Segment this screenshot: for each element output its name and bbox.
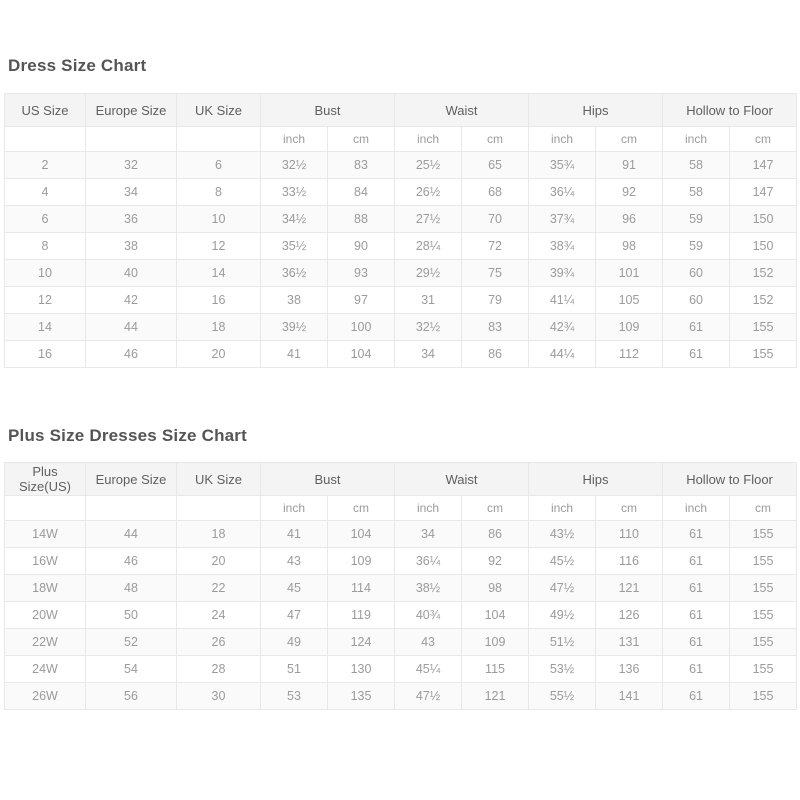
size-value-cell: 150 xyxy=(730,233,797,260)
size-value-cell: 34½ xyxy=(261,206,328,233)
size-value-cell: 10 xyxy=(177,206,261,233)
size-column-header: UK Size xyxy=(177,463,261,496)
size-value-cell: 61 xyxy=(663,548,730,575)
size-value-cell: 25½ xyxy=(395,152,462,179)
unit-inch-header: inch xyxy=(663,127,730,152)
size-value-cell: 44 xyxy=(86,314,177,341)
size-value-cell: 114 xyxy=(328,575,395,602)
size-value-cell: 61 xyxy=(663,656,730,683)
size-value-cell: 40¾ xyxy=(395,602,462,629)
size-value-cell: 14W xyxy=(5,521,86,548)
size-value-cell: 47 xyxy=(261,602,328,629)
size-value-cell: 34 xyxy=(395,341,462,368)
unit-header-row xyxy=(5,496,797,521)
size-value-cell: 93 xyxy=(328,260,395,287)
dress-size-chart-section xyxy=(0,0,800,368)
size-value-cell: 98 xyxy=(462,575,529,602)
table-row xyxy=(5,521,797,548)
unit-header-row xyxy=(5,127,797,152)
measurement-column-header: Bust xyxy=(261,463,395,496)
table-row xyxy=(5,683,797,710)
unit-cm-header: cm xyxy=(328,127,395,152)
size-value-cell: 60 xyxy=(663,287,730,314)
table-row xyxy=(5,602,797,629)
size-value-cell: 104 xyxy=(462,602,529,629)
size-value-cell: 32½ xyxy=(261,152,328,179)
size-value-cell: 20W xyxy=(5,602,86,629)
size-value-cell: 37¾ xyxy=(529,206,596,233)
size-column-header: Europe Size xyxy=(86,463,177,496)
size-value-cell: 155 xyxy=(730,629,797,656)
size-value-cell: 72 xyxy=(462,233,529,260)
size-value-cell: 38¾ xyxy=(529,233,596,260)
size-value-cell: 155 xyxy=(730,683,797,710)
size-value-cell: 49½ xyxy=(529,602,596,629)
size-value-cell: 155 xyxy=(730,341,797,368)
size-value-cell: 36½ xyxy=(261,260,328,287)
size-value-cell: 155 xyxy=(730,314,797,341)
size-value-cell: 43 xyxy=(261,548,328,575)
size-value-cell: 59 xyxy=(663,233,730,260)
size-value-cell: 35¾ xyxy=(529,152,596,179)
size-value-cell: 29½ xyxy=(395,260,462,287)
size-column-header: UK Size xyxy=(177,94,261,127)
size-value-cell: 152 xyxy=(730,260,797,287)
size-value-cell: 28¼ xyxy=(395,233,462,260)
size-value-cell: 92 xyxy=(596,179,663,206)
size-value-cell: 34 xyxy=(86,179,177,206)
table-row xyxy=(5,233,797,260)
table-row xyxy=(5,314,797,341)
size-value-cell: 39½ xyxy=(261,314,328,341)
plus-size-chart-section xyxy=(0,368,800,710)
size-value-cell: 59 xyxy=(663,206,730,233)
empty-header-cell xyxy=(177,127,261,152)
size-value-cell: 48 xyxy=(86,575,177,602)
size-value-cell: 101 xyxy=(596,260,663,287)
size-value-cell: 104 xyxy=(328,341,395,368)
size-value-cell: 54 xyxy=(86,656,177,683)
dress-size-table xyxy=(4,93,797,368)
size-value-cell: 39¾ xyxy=(529,260,596,287)
size-value-cell: 83 xyxy=(462,314,529,341)
size-value-cell: 49 xyxy=(261,629,328,656)
size-value-cell: 42 xyxy=(86,287,177,314)
size-value-cell: 155 xyxy=(730,602,797,629)
size-value-cell: 22W xyxy=(5,629,86,656)
size-value-cell: 65 xyxy=(462,152,529,179)
size-value-cell: 46 xyxy=(86,341,177,368)
size-value-cell: 43½ xyxy=(529,521,596,548)
size-value-cell: 26W xyxy=(5,683,86,710)
size-value-cell: 40 xyxy=(86,260,177,287)
size-value-cell: 119 xyxy=(328,602,395,629)
size-value-cell: 131 xyxy=(596,629,663,656)
size-value-cell: 50 xyxy=(86,602,177,629)
size-value-cell: 109 xyxy=(462,629,529,656)
size-value-cell: 150 xyxy=(730,206,797,233)
measurement-column-header: Hollow to Floor xyxy=(663,463,797,496)
size-value-cell: 61 xyxy=(663,521,730,548)
size-value-cell: 53½ xyxy=(529,656,596,683)
size-value-cell: 43 xyxy=(395,629,462,656)
measurement-column-header: Bust xyxy=(261,94,395,127)
unit-inch-header: inch xyxy=(529,127,596,152)
size-value-cell: 36¼ xyxy=(395,548,462,575)
unit-inch-header: inch xyxy=(529,496,596,521)
size-value-cell: 79 xyxy=(462,287,529,314)
size-value-cell: 32 xyxy=(86,152,177,179)
size-value-cell: 70 xyxy=(462,206,529,233)
size-value-cell: 26 xyxy=(177,629,261,656)
size-value-cell: 155 xyxy=(730,521,797,548)
size-value-cell: 20 xyxy=(177,548,261,575)
size-value-cell: 34 xyxy=(395,521,462,548)
table-row xyxy=(5,287,797,314)
size-value-cell: 32½ xyxy=(395,314,462,341)
size-value-cell: 22 xyxy=(177,575,261,602)
size-value-cell: 110 xyxy=(596,521,663,548)
size-value-cell: 20 xyxy=(177,341,261,368)
size-value-cell: 16 xyxy=(5,341,86,368)
size-value-cell: 56 xyxy=(86,683,177,710)
size-value-cell: 41 xyxy=(261,521,328,548)
size-value-cell: 41 xyxy=(261,341,328,368)
size-value-cell: 98 xyxy=(596,233,663,260)
size-value-cell: 12 xyxy=(5,287,86,314)
size-value-cell: 84 xyxy=(328,179,395,206)
size-column-header: US Size xyxy=(5,94,86,127)
table-header-row xyxy=(5,94,797,127)
table-row xyxy=(5,629,797,656)
size-value-cell: 55½ xyxy=(529,683,596,710)
size-value-cell: 96 xyxy=(596,206,663,233)
measurement-column-header: Hollow to Floor xyxy=(663,94,797,127)
size-value-cell: 130 xyxy=(328,656,395,683)
size-value-cell: 14 xyxy=(177,260,261,287)
size-value-cell: 47½ xyxy=(395,683,462,710)
size-value-cell: 6 xyxy=(177,152,261,179)
size-value-cell: 61 xyxy=(663,575,730,602)
unit-cm-header: cm xyxy=(596,496,663,521)
size-value-cell: 51½ xyxy=(529,629,596,656)
size-value-cell: 116 xyxy=(596,548,663,575)
empty-header-cell xyxy=(86,127,177,152)
size-value-cell: 45 xyxy=(261,575,328,602)
size-value-cell: 38 xyxy=(261,287,328,314)
size-value-cell: 47½ xyxy=(529,575,596,602)
size-value-cell: 61 xyxy=(663,629,730,656)
size-value-cell: 104 xyxy=(328,521,395,548)
size-value-cell: 14 xyxy=(5,314,86,341)
table-row xyxy=(5,179,797,206)
size-value-cell: 44 xyxy=(86,521,177,548)
size-value-cell: 28 xyxy=(177,656,261,683)
table-header-row xyxy=(5,463,797,496)
size-value-cell: 18 xyxy=(177,314,261,341)
size-value-cell: 41¼ xyxy=(529,287,596,314)
size-value-cell: 147 xyxy=(730,152,797,179)
size-value-cell: 141 xyxy=(596,683,663,710)
size-value-cell: 46 xyxy=(86,548,177,575)
size-value-cell: 31 xyxy=(395,287,462,314)
size-value-cell: 4 xyxy=(5,179,86,206)
unit-cm-header: cm xyxy=(596,127,663,152)
table-row xyxy=(5,206,797,233)
size-value-cell: 51 xyxy=(261,656,328,683)
unit-cm-header: cm xyxy=(462,127,529,152)
size-value-cell: 35½ xyxy=(261,233,328,260)
size-value-cell: 86 xyxy=(462,521,529,548)
unit-cm-header: cm xyxy=(730,496,797,521)
size-value-cell: 8 xyxy=(177,179,261,206)
size-value-cell: 97 xyxy=(328,287,395,314)
size-value-cell: 26½ xyxy=(395,179,462,206)
size-value-cell: 100 xyxy=(328,314,395,341)
size-value-cell: 58 xyxy=(663,152,730,179)
table-row xyxy=(5,548,797,575)
size-value-cell: 38½ xyxy=(395,575,462,602)
dress-size-chart-title: Dress Size Chart xyxy=(8,56,147,75)
size-value-cell: 44¼ xyxy=(529,341,596,368)
size-value-cell: 152 xyxy=(730,287,797,314)
size-column-header: Europe Size xyxy=(86,94,177,127)
table-row xyxy=(5,656,797,683)
measurement-column-header: Waist xyxy=(395,463,529,496)
plus-size-table xyxy=(4,462,797,710)
size-value-cell: 155 xyxy=(730,656,797,683)
size-value-cell: 12 xyxy=(177,233,261,260)
measurement-column-header: Waist xyxy=(395,94,529,127)
size-value-cell: 68 xyxy=(462,179,529,206)
unit-inch-header: inch xyxy=(261,496,328,521)
size-value-cell: 61 xyxy=(663,314,730,341)
size-value-cell: 91 xyxy=(596,152,663,179)
empty-header-cell xyxy=(86,496,177,521)
size-value-cell: 121 xyxy=(596,575,663,602)
table-row xyxy=(5,341,797,368)
unit-inch-header: inch xyxy=(261,127,328,152)
size-value-cell: 115 xyxy=(462,656,529,683)
size-value-cell: 24W xyxy=(5,656,86,683)
size-value-cell: 6 xyxy=(5,206,86,233)
size-value-cell: 126 xyxy=(596,602,663,629)
size-value-cell: 30 xyxy=(177,683,261,710)
size-value-cell: 45½ xyxy=(529,548,596,575)
size-value-cell: 36¼ xyxy=(529,179,596,206)
size-value-cell: 58 xyxy=(663,179,730,206)
empty-header-cell xyxy=(5,496,86,521)
unit-inch-header: inch xyxy=(395,496,462,521)
empty-header-cell xyxy=(5,127,86,152)
size-value-cell: 27½ xyxy=(395,206,462,233)
size-value-cell: 16 xyxy=(177,287,261,314)
size-value-cell: 86 xyxy=(462,341,529,368)
size-value-cell: 16W xyxy=(5,548,86,575)
size-value-cell: 135 xyxy=(328,683,395,710)
size-value-cell: 8 xyxy=(5,233,86,260)
size-value-cell: 60 xyxy=(663,260,730,287)
size-value-cell: 61 xyxy=(663,683,730,710)
size-value-cell: 75 xyxy=(462,260,529,287)
measurement-column-header: Hips xyxy=(529,463,663,496)
size-value-cell: 52 xyxy=(86,629,177,656)
empty-header-cell xyxy=(177,496,261,521)
table-row xyxy=(5,152,797,179)
size-value-cell: 10 xyxy=(5,260,86,287)
size-value-cell: 109 xyxy=(328,548,395,575)
size-value-cell: 2 xyxy=(5,152,86,179)
size-value-cell: 136 xyxy=(596,656,663,683)
unit-cm-header: cm xyxy=(462,496,529,521)
size-value-cell: 124 xyxy=(328,629,395,656)
unit-cm-header: cm xyxy=(328,496,395,521)
plus-size-chart-title: Plus Size Dresses Size Chart xyxy=(8,426,247,445)
size-value-cell: 45¼ xyxy=(395,656,462,683)
size-value-cell: 92 xyxy=(462,548,529,575)
size-value-cell: 38 xyxy=(86,233,177,260)
size-value-cell: 112 xyxy=(596,341,663,368)
size-value-cell: 53 xyxy=(261,683,328,710)
size-value-cell: 155 xyxy=(730,548,797,575)
unit-inch-header: inch xyxy=(663,496,730,521)
size-value-cell: 155 xyxy=(730,575,797,602)
size-value-cell: 147 xyxy=(730,179,797,206)
size-value-cell: 18W xyxy=(5,575,86,602)
size-value-cell: 109 xyxy=(596,314,663,341)
size-value-cell: 121 xyxy=(462,683,529,710)
size-value-cell: 83 xyxy=(328,152,395,179)
size-value-cell: 90 xyxy=(328,233,395,260)
size-value-cell: 61 xyxy=(663,602,730,629)
size-value-cell: 42¾ xyxy=(529,314,596,341)
size-value-cell: 105 xyxy=(596,287,663,314)
size-value-cell: 61 xyxy=(663,341,730,368)
unit-cm-header: cm xyxy=(730,127,797,152)
size-value-cell: 33½ xyxy=(261,179,328,206)
measurement-column-header: Hips xyxy=(529,94,663,127)
size-column-header: Plus Size(US) xyxy=(5,463,86,496)
size-value-cell: 18 xyxy=(177,521,261,548)
unit-inch-header: inch xyxy=(395,127,462,152)
table-row xyxy=(5,575,797,602)
size-value-cell: 88 xyxy=(328,206,395,233)
size-value-cell: 36 xyxy=(86,206,177,233)
size-value-cell: 24 xyxy=(177,602,261,629)
table-row xyxy=(5,260,797,287)
